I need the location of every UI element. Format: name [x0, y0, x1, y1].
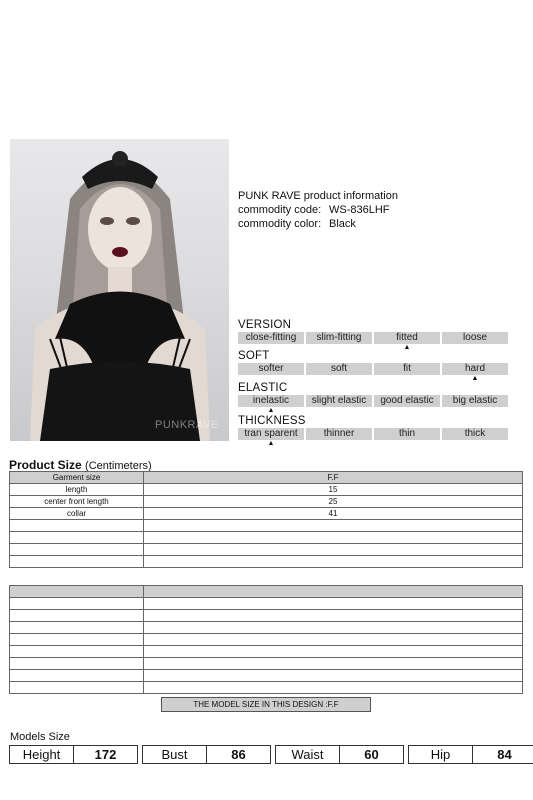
- product-size-title: [9, 458, 152, 472]
- header-cell: Garment size: [10, 472, 144, 484]
- header-cell: F.F: [144, 472, 523, 484]
- table-row: [10, 646, 523, 658]
- scale-option: big elastic: [442, 395, 508, 407]
- table-cell: [10, 598, 144, 610]
- table-cell: [144, 634, 523, 646]
- model-measure-label: Waist: [275, 745, 340, 764]
- color-row: [238, 217, 398, 231]
- table-row: [10, 658, 523, 670]
- marker-slot: [306, 440, 372, 448]
- scale-option: good elastic: [374, 395, 440, 407]
- scale-option: inelastic: [238, 395, 304, 407]
- table-row: [10, 496, 523, 508]
- table-cell: [10, 646, 144, 658]
- table-cell: [10, 634, 144, 646]
- table-header-row: [10, 586, 523, 598]
- table-row: [10, 634, 523, 646]
- table-row: [10, 508, 523, 520]
- model-measure-value: 172: [73, 745, 138, 764]
- scale-title: VERSION: [238, 319, 292, 331]
- model-illustration: [10, 139, 229, 441]
- table-header-row: [10, 472, 523, 484]
- model-measure-label: Hip: [408, 745, 473, 764]
- table-cell: 15: [144, 484, 523, 496]
- table-cell: [144, 520, 523, 532]
- table-row: [10, 484, 523, 496]
- table-cell: [144, 610, 523, 622]
- scale-option: hard: [442, 363, 508, 375]
- scale-title: THICKNESS: [238, 415, 306, 427]
- header-cell: [144, 586, 523, 598]
- table-cell: [10, 532, 144, 544]
- scale-option: tran sparent: [238, 428, 304, 440]
- table-cell: [144, 670, 523, 682]
- table-cell: [144, 682, 523, 694]
- color-label: commodity color:: [238, 218, 322, 230]
- marker-slot: [374, 440, 440, 448]
- models-size-row: [9, 745, 533, 764]
- selected-marker: ▲: [471, 375, 479, 382]
- scale-option: loose: [442, 332, 508, 344]
- scale-option: close-fitting: [238, 332, 304, 344]
- table-cell: [10, 658, 144, 670]
- selected-marker: ▲: [267, 440, 275, 447]
- table-cell: [10, 682, 144, 694]
- model-measure-label: Height: [9, 745, 74, 764]
- selected-marker: ▲: [267, 407, 275, 414]
- table-cell: [144, 622, 523, 634]
- scale-version: [238, 319, 508, 352]
- table-cell: [144, 658, 523, 670]
- selected-marker: ▲: [403, 344, 411, 351]
- table-row: [10, 544, 523, 556]
- brand-line: PUNK RAVE product information: [238, 190, 398, 202]
- model-size-banner: THE MODEL SIZE IN THIS DESIGN :F.F: [161, 697, 371, 712]
- scale-soft: [238, 350, 508, 383]
- table-cell: 41: [144, 508, 523, 520]
- table-row: [10, 682, 523, 694]
- scale-title: SOFT: [238, 350, 270, 362]
- model-measure-value: 84: [472, 745, 533, 764]
- model-measure-value: 86: [206, 745, 271, 764]
- table-cell: [10, 670, 144, 682]
- table-cell: [10, 622, 144, 634]
- scale-option: thin: [374, 428, 440, 440]
- table-row: [10, 556, 523, 568]
- table-cell: [144, 556, 523, 568]
- table-cell: [144, 544, 523, 556]
- code-label: commodity code:: [238, 204, 322, 216]
- watermark: PUNKRAVE: [155, 419, 219, 431]
- table-cell: [144, 598, 523, 610]
- code-value: WS-836LHF: [329, 204, 390, 216]
- scale-option: soft: [306, 363, 372, 375]
- model-measure-value: 60: [339, 745, 404, 764]
- table-row: [10, 520, 523, 532]
- table-cell: collar: [10, 508, 144, 520]
- product-size-heading: Product Size: [9, 458, 82, 472]
- scale-option: thick: [442, 428, 508, 440]
- marker-slot: [374, 407, 440, 415]
- marker-slot: [306, 407, 372, 415]
- scale-option: slim-fitting: [306, 332, 372, 344]
- table-row: [10, 532, 523, 544]
- scale-option: slight elastic: [306, 395, 372, 407]
- size-table-2: [9, 585, 523, 694]
- scale-option: thinner: [306, 428, 372, 440]
- size-table: [9, 471, 523, 568]
- scale-option: fitted: [374, 332, 440, 344]
- product-photo: [10, 139, 229, 441]
- color-value: Black: [329, 218, 356, 230]
- scale-title: ELASTIC: [238, 382, 288, 394]
- table-cell: length: [10, 484, 144, 496]
- product-info: [238, 189, 398, 231]
- table-cell: center front length: [10, 496, 144, 508]
- table-row: [10, 622, 523, 634]
- scale-elastic: [238, 382, 508, 415]
- table-row: [10, 670, 523, 682]
- table-cell: [10, 544, 144, 556]
- marker-slot: [442, 440, 508, 448]
- product-size-unit: (Centimeters): [85, 460, 152, 472]
- table-row: [10, 598, 523, 610]
- model-measure-label: Bust: [142, 745, 207, 764]
- table-cell: [10, 556, 144, 568]
- scale-thickness: [238, 415, 508, 448]
- scale-option: softer: [238, 363, 304, 375]
- table-cell: [10, 520, 144, 532]
- table-cell: [144, 532, 523, 544]
- marker-slot: [442, 407, 508, 415]
- table-cell: 25: [144, 496, 523, 508]
- table-cell: [144, 646, 523, 658]
- table-row: [10, 610, 523, 622]
- table-cell: [10, 610, 144, 622]
- code-row: [238, 203, 398, 217]
- scale-option: fit: [374, 363, 440, 375]
- header-cell: [10, 586, 144, 598]
- models-size-title: Models Size: [10, 731, 70, 743]
